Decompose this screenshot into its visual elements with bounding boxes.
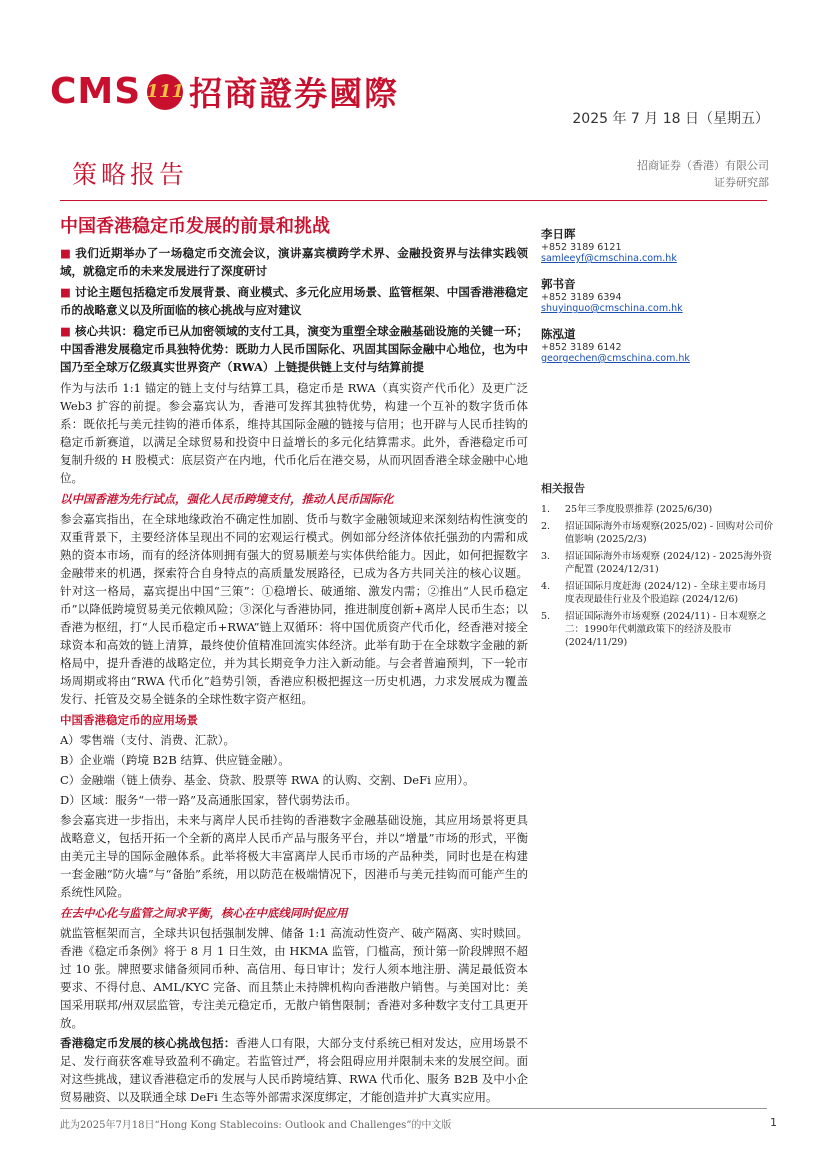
bullet-square-icon: ■ (60, 246, 72, 260)
paragraph-intro: 作为与法币 1:1 锚定的链上支付与结算工具，稳定币是 RWA（真实资产代币化）及更广泛 Web3 扩容的前提。参会嘉宾认为，香港可发挥其独特优势，构建一个互补的数字货币体系：既依托与美元挂钩的港币体系，维持其国际金融的链接与信用；也开辟与人民币挂钩的稳定币新赛道，以满足全球贸易和投资中日益增长的多元化结算需求。此外，香港稳定币可复制升级的 H 股模式：底层资产在内地，代币化后在港交易，从而巩固香港全球金融中心地位。 (60, 381, 528, 485)
related-report-item[interactable] (541, 610, 776, 649)
analyst-contacts (541, 226, 771, 376)
related-report-number: 3. (541, 551, 551, 562)
use-case-item: C）金融端（链上债券、基金、贷款、股票等 RWA 的认购、交割、DeFi 应用）。 (60, 773, 475, 787)
related-report-number: 4. (541, 581, 551, 592)
header-divider (60, 200, 767, 201)
report-date: 2025 年 7 月 18 日（星期五） (572, 111, 769, 127)
related-report-text: 招证国际海外市场观察 (2024/11) - 日本观察之二：1990年代刺激政策下的经济及股市 (2024/11/29) (565, 611, 767, 648)
main-content (60, 212, 528, 1108)
report-type: 策略报告 (72, 160, 189, 189)
section-heading-regulation: 在去中心化与监管之间求平衡，核心在中底线同时促应用 (60, 906, 348, 920)
section-heading-use-cases: 中国香港稳定币的应用场景 (60, 713, 198, 727)
analyst-phone: +852 3189 6394 (541, 292, 622, 303)
related-report-item[interactable] (541, 580, 776, 606)
related-report-text: 25年三季度股票推荐 (2025/6/30) (565, 504, 713, 515)
related-report-text: 招证国际月度赶海 (2024/12) - 全球主要市场月度表现最佳行业及个股追踪 (2024/12/6) (565, 581, 767, 605)
paragraph-rmb: 参会嘉宾指出，在全球地缘政治不确定性加剧、货币与数字金融领域迎来深刻结构性演变的双重背景下，主要经济体呈现出不同的宏观运行模式。例如部分经济体依托强劲的内需和成熟的资本市场，而有的经济体则拥有强大的贸易顺差与实体供给能力。因此，如何把握数字金融带来的机遇，探索符合自身特点的高质量发展路径，已成为各方共同关注的核心议题。针对这一格局，嘉宾提出中国“三策”：①稳增长、破通缩、激发内需；②推出“人民币稳定币”以降低跨境贸易美元依赖风险；③深化与香港协同，推进制度创新+离岸人民币生态；以香港为枢纽，打“人民币稳定币+RWA”链上双循环：将中国优质资产代币化，经香港对接全球资本和高效的链上清算，最终使价值精准回流实体经济。此举有助于在全球数字金融的新格局中，提升香港的战略定位，并为其长期竞争力注入新动能。与会者普遍预判，下一轮市场周期或将由“RWA 代币化”趋势引领，香港应积极把握这一历史机遇，力求发展成为覆盖发行、托管及交易全链条的全球性数字资产枢纽。 (60, 512, 528, 706)
related-report-number: 5. (541, 611, 551, 622)
summary-bullet (60, 283, 528, 319)
company-name: 招商证券（香港）有限公司 (637, 159, 769, 172)
company-department: 证券研究部 (714, 176, 769, 189)
company-info (637, 157, 769, 191)
footer-divider (60, 1108, 767, 1109)
analyst-name: 郭书音 (541, 277, 576, 291)
section-heading-rmb: 以中国香港为先行试点，强化人民币跨境支付，推动人民币国际化 (60, 492, 394, 506)
logo-cms-text: CMS (50, 71, 142, 112)
related-reports-title: 相关报告 (541, 482, 585, 495)
paragraph-offshore: 参会嘉宾进一步指出，未来与离岸人民币挂钩的香港数字金融基础设施，其应用场景将更具战略意义，包括开拓一个全新的离岸人民币产品与服务平台，并以“增量”市场的形式，平衡由美元主导的国际金融体系。此举将极大丰富离岸人民币市场的产品种类，同时也是在构建一套金融“防火墙”与“备胎”系统，用以防范在极端情况下，因港币与美元挂钩而可能产生的系统性风险。 (60, 813, 528, 899)
analyst-contact (541, 276, 771, 314)
paragraph-challenges (60, 1034, 528, 1106)
analyst-name: 李日晖 (541, 227, 576, 241)
bullet-text: 讨论主题包括稳定币发展背景、商业模式、多元化应用场景、监管框架、中国香港港稳定币的战略意义以及所面临的核心挑战与应对建议 (60, 285, 528, 317)
use-case-item: D）区域：服务“一带一路”及高通胀国家，替代弱势法币。 (60, 793, 357, 807)
logo-badge-icon: 111 (147, 74, 183, 110)
challenges-text: 香港人口有限，大部分支付系统已相对发达，应用场景不足、发行商获客难导致盈利不确定。若监管过严，将会阻碍应用并限制未来的发展空间。面对这些挑战，建议香港稳定币的发展与人民币跨境结算、RWA 代币化、服务 B2B 及中小企贸易融资、以及联通全球 DeFi 生态等外部需求深度绑定，才能创造并扩大真实应用。 (60, 1036, 528, 1104)
related-report-item[interactable] (541, 550, 776, 576)
analyst-name: 陈泓道 (541, 327, 576, 341)
related-reports-list (541, 503, 776, 653)
analyst-email-link[interactable]: shuyinguo@cmschina.com.hk (541, 303, 683, 314)
bullet-square-icon: ■ (60, 285, 71, 299)
challenges-lead: 香港稳定币发展的核心挑战包括： (60, 1036, 236, 1050)
related-report-item[interactable] (541, 503, 776, 516)
related-report-number: 1. (541, 504, 551, 515)
related-report-item[interactable] (541, 520, 776, 546)
page-number: 1 (770, 1116, 777, 1129)
logo-chinese-text: 招商證券國際 (189, 74, 400, 113)
related-report-text: 招证国际海外市场观察(2025/02) - 回购对公司价值影响 (2025/2/3) (565, 521, 774, 545)
related-report-number: 2. (541, 521, 551, 532)
analyst-email-link[interactable]: samleeyf@cmschina.com.hk (541, 253, 677, 264)
use-case-item: B）企业端（跨境 B2B 结算、供应链金融）。 (60, 753, 290, 767)
bullet-text: 核心共识：稳定币已从加密领域的支付工具，演变为重塑全球金融基础设施的关键一环；中国香港发展稳定币具独特优势：既助力人民币国际化、巩固其国际金融中心地位，也为中国乃至全球万亿级真实世界资产（RWA）上链提供链上支付与结算前提 (60, 324, 528, 374)
company-logo (50, 68, 399, 115)
paragraph-regulation: 就监管框架而言，全球共识包括强制发牌、储备 1:1 高流动性资产、破产隔离、实时赎回。香港《稳定币条例》将于 8 月 1 日生效，由 HKMA 监管，门槛高，预计第一阶段牌照不超过 10 张。牌照要求储备须同币种、高信用、每日审计；发行人须本地注册、满足最低资本要求、不得付息、AML/KYC 完备、而且禁止未持牌机构向香港散户销售。与美国对比：美国采用联邦/州双层监管，专注美元稳定币，无散户销售限制；香港对多种数字支付工具更开放。 (60, 926, 528, 1030)
page-title: 中国香港稳定币发展的前景和挑战 (60, 216, 330, 237)
analyst-phone: +852 3189 6142 (541, 342, 622, 353)
summary-bullet (60, 322, 528, 376)
bullet-square-icon: ■ (60, 324, 71, 338)
analyst-phone: +852 3189 6121 (541, 242, 622, 253)
related-report-text: 招证国际海外市场观察 (2024/12) - 2025海外资产配置 (2024/12/31) (565, 551, 772, 575)
summary-bullet (60, 244, 528, 280)
footer-note: 此为2025年7月18日“Hong Kong Stablecoins: Outlook and Challenges”的中文版 (60, 1120, 452, 1131)
analyst-email-link[interactable]: georgechen@cmschina.com.hk (541, 353, 690, 364)
use-case-item: A）零售端（支付、消费、汇款）。 (60, 733, 236, 747)
analyst-contact (541, 326, 771, 364)
bullet-text: 我们近期举办了一场稳定币交流会议，演讲嘉宾横跨学术界、金融投资界与法律实践领域，就稳定币的未来发展进行了深度研讨 (60, 246, 528, 278)
analyst-contact (541, 226, 771, 264)
